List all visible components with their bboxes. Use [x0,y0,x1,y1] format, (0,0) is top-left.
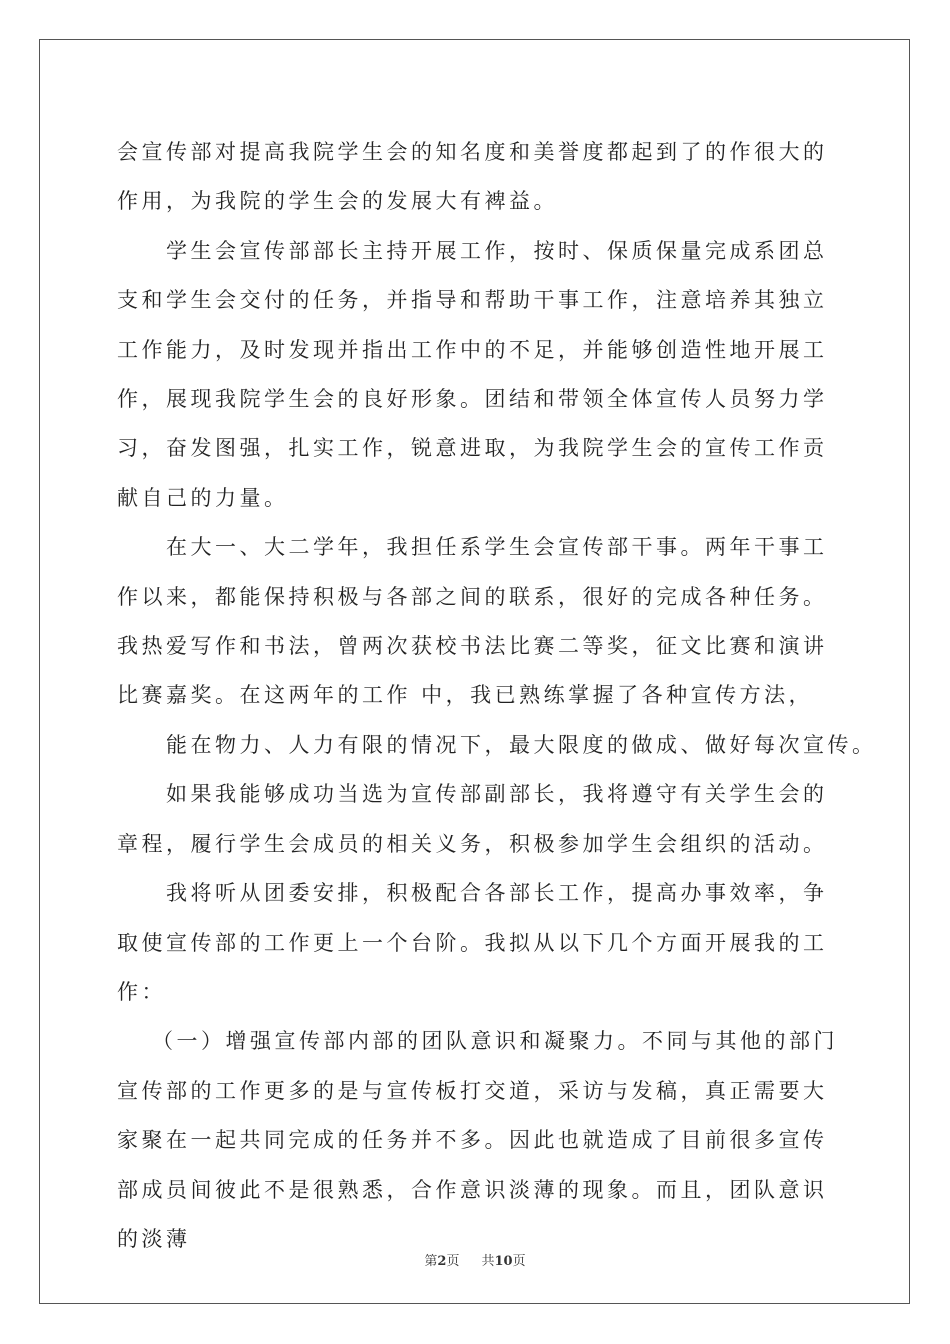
footer-page-total: 10 [494,1254,513,1269]
footer-page-unit: 页 [446,1254,460,1269]
paragraph-duties: 学生会宣传部部长主持开展工作，按时、保质保量完成系团总支和学生会交付的任务，并指导和帮助干事工作，注意培养其独立工作能力，及时发现并指出工作中的不足，并能够创造性地开展工作，展现我院学生会的良好形象。团结和带领全体宣传人员努力学习，奋发图强，扎实工作，锐意进取，为我院学生会的宣传工作贡献自己的力量。 [117,238,828,510]
footer-total-unit: 页 [512,1254,526,1269]
footer-page-prefix: 第 [424,1254,438,1269]
paragraph-pledge: 如果我能够成功当选为宣传部副部长，我将遵守有关学生会的章程，履行学生会成员的相关义务，积极参加学生会组织的活动。 [117,782,828,856]
document-body [117,128,877,1264]
footer-total-prefix: 共 [481,1254,495,1269]
paragraph-plan: 我将听从团委安排，积极配合各部长工作，提高办事效率，争取使宣传部的工作更上一个台阶。我拟从以下几个方面开展我的工作： [117,881,828,1004]
footer-page-current: 2 [437,1254,447,1269]
paragraph-item-one: （一）增强宣传部内部的团队意识和凝聚力。不同与其他的部门宣传部的工作更多的是与宣传板打交道，采访与发稿，真正需要大家聚在一起共同完成的任务并不多。因此也就造成了目前很多宣传部成员间彼此不是很熟悉，合作意识淡薄的现象。而且，团队意识的淡薄 [117,1029,838,1251]
paragraph-experience: 在大一、大二学年，我担任系学生会宣传部干事。两年干事工作以来，都能保持积极与各部之间的联系，很好的完成各种任务。我热爱写作和书法，曾两次获校书法比赛二等奖，征文比赛和演讲比赛嘉奖。在这两年的工作 中，我已熟练掌握了各种宣传方法， [117,535,828,708]
paragraph-experience-cont: 能在物力、人力有限的情况下，最大限度的做成、做好每次宣传。 [166,732,877,757]
page-footer [0,1250,950,1269]
paragraph-continuation: 会宣传部对提高我院学生会的知名度和美誉度都起到了的作很大的作用，为我院的学生会的发展大有裨益。 [117,140,828,214]
